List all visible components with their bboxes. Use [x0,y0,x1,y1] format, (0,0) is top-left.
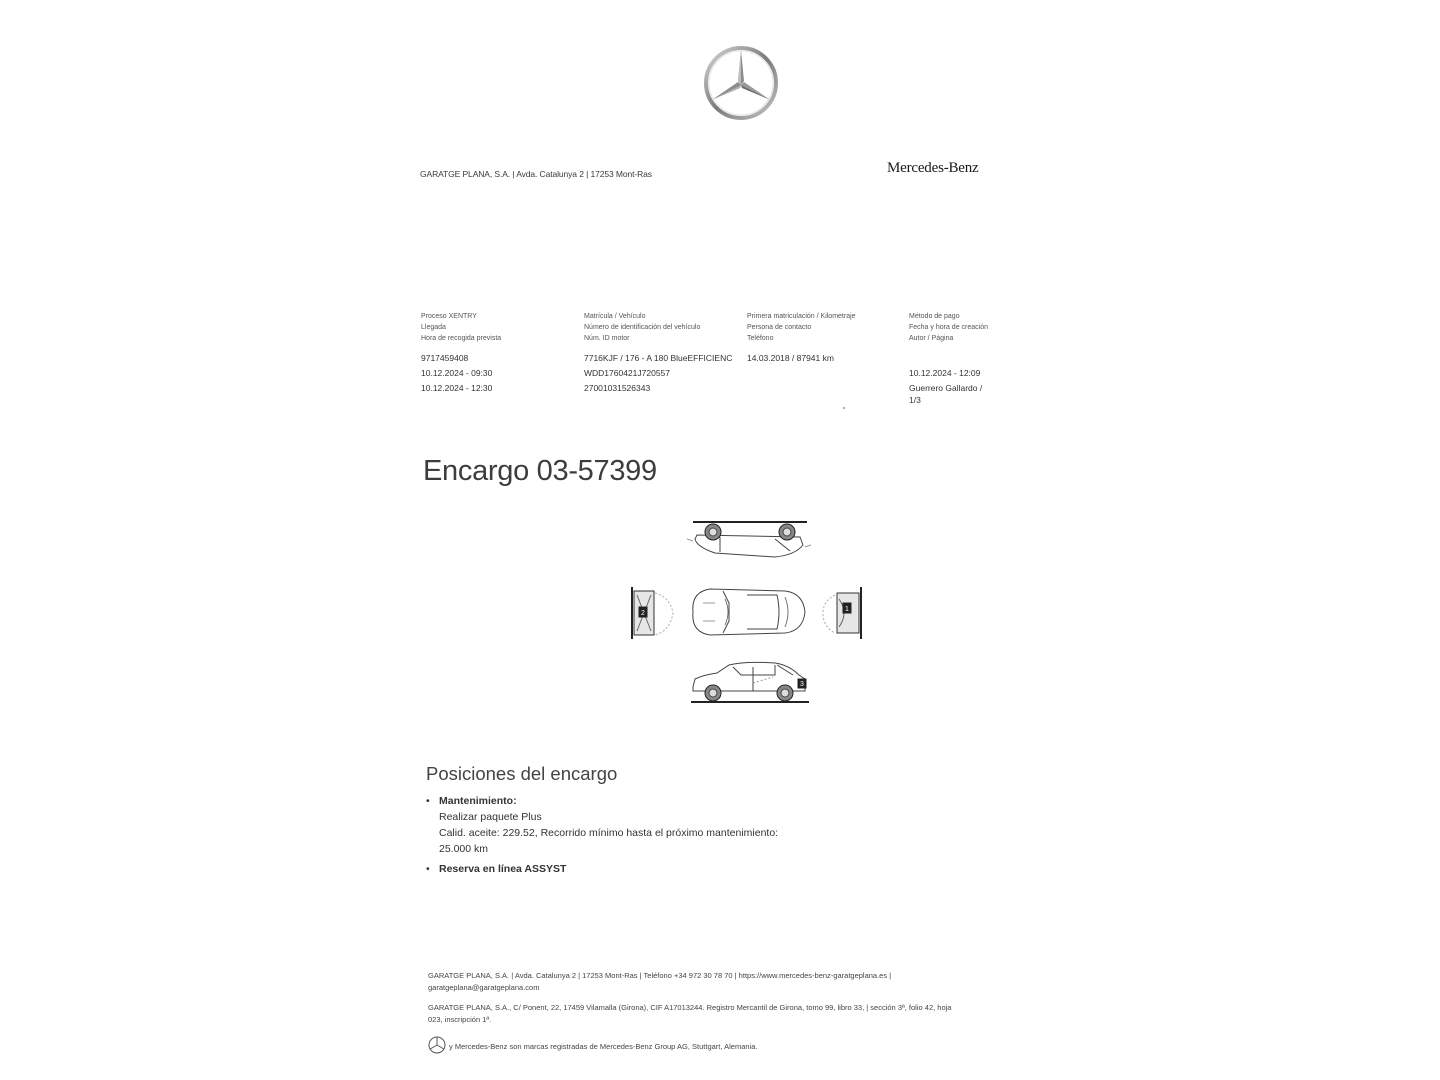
label-plate-vehicle: Matrícula / Vehículo [584,313,646,320]
footer-registry [428,1002,1068,1026]
value-plate-vehicle: 7716KJF / 176 - A 180 BlueEFFICIENC [584,353,733,363]
company-address-line: GARATGE PLANA, S.A. | Avda. Catalunya 2 | 17253 Mont-Ras [420,169,652,179]
info-values-col-3 [747,351,834,366]
value-first-registration: 14.03.2018 / 87941 km [747,353,834,363]
label-creation-date: Fecha y hora de creación [909,324,988,331]
label-arrival: Llegada [421,324,446,331]
position-heading: Mantenimiento: [439,795,517,807]
svg-text:1: 1 [845,606,849,613]
position-line: 25.000 km [439,843,489,855]
car-top-side-view [687,522,811,557]
position-heading: Reserva en línea ASSYST [439,863,567,875]
value-vin: WDD1760421J720557 [584,368,671,378]
value-pickup-time: 10.12.2024 - 12:30 [421,383,493,393]
mercedes-star-small-icon [428,1036,446,1056]
car-front-view [823,587,861,639]
value-engine-id: 27001031526343 [584,383,651,393]
info-values-col-4 [909,366,982,408]
value-creation-date: 10.12.2024 - 12:09 [909,368,981,378]
order-title: Encargo 03-57399 [423,455,657,487]
footer-trademark [428,1036,757,1056]
position-item-maintenance [426,793,846,857]
mercedes-star-icon [702,44,780,122]
stray-dot [843,407,845,409]
car-rear-view [632,587,673,639]
footer-trademark-text: y Mercedes-Benz son marcas registradas de Mercedes-Benz Group AG, Stuttgart, Alemania. [449,1041,758,1051]
info-labels-col-1 [421,311,501,344]
brand-wordmark: Mercedes-Benz [887,160,979,176]
label-phone: Teléfono [747,335,774,342]
svg-text:2: 2 [641,610,645,617]
svg-text:3: 3 [800,681,804,688]
label-engine-id: Núm. ID motor [584,335,630,342]
info-labels-col-3 [747,311,856,344]
positions-title: Posiciones del encargo [426,763,618,784]
position-line: Calid. aceite: 229.52, Recorrido mínimo hasta el próximo mantenimiento: [439,827,779,839]
footer-registry-line-2: 023, inscripción 1ª. [428,1015,492,1024]
vehicle-damage-diagram-icon [625,517,865,707]
label-pickup-time: Hora de recogida prevista [421,335,502,342]
label-xentry-process: Proceso XENTRY [421,313,477,320]
car-top-view [693,589,805,635]
car-side-view [691,662,809,702]
info-labels-col-4 [909,311,988,344]
value-arrival: 10.12.2024 - 09:30 [421,368,493,378]
label-payment-method: Método de pago [909,313,960,320]
footer-email: garatgeplana@garatgeplana.com [428,983,540,992]
label-vin: Número de identificación del vehículo [584,324,701,331]
label-first-registration: Primera matriculación / Kilometraje [747,313,856,320]
value-author: Guerrero Gallardo / [909,383,983,393]
label-contact-person: Persona de contacto [747,324,812,331]
position-item-assyst [426,861,846,877]
value-xentry-process: 9717459408 [421,353,469,363]
footer-contact-line: GARATGE PLANA, S.A. | Avda. Catalunya 2 | 17253 Mont-Ras | Teléfono +34 972 30 78 70 | https://www.mercedes-benz-garatgeplana.es | [428,971,892,980]
info-values-col-1 [421,351,492,396]
value-page: 1/3 [909,395,921,405]
footer-registry-line: GARATGE PLANA, S.A., C/ Ponent, 22, 17459 Vilamalla (Girona), CIF A17013244. Registro Mercantil de Girona, tomo 99, libro 33, | sección 3ª, folio 42, hoja [428,1003,952,1012]
info-values-col-2 [584,351,732,396]
footer-contact [428,970,1068,994]
label-author-page: Autor / Página [909,335,954,342]
position-line: Realizar paquete Plus [439,811,542,823]
info-labels-col-2 [584,311,700,344]
positions-list [426,793,846,881]
